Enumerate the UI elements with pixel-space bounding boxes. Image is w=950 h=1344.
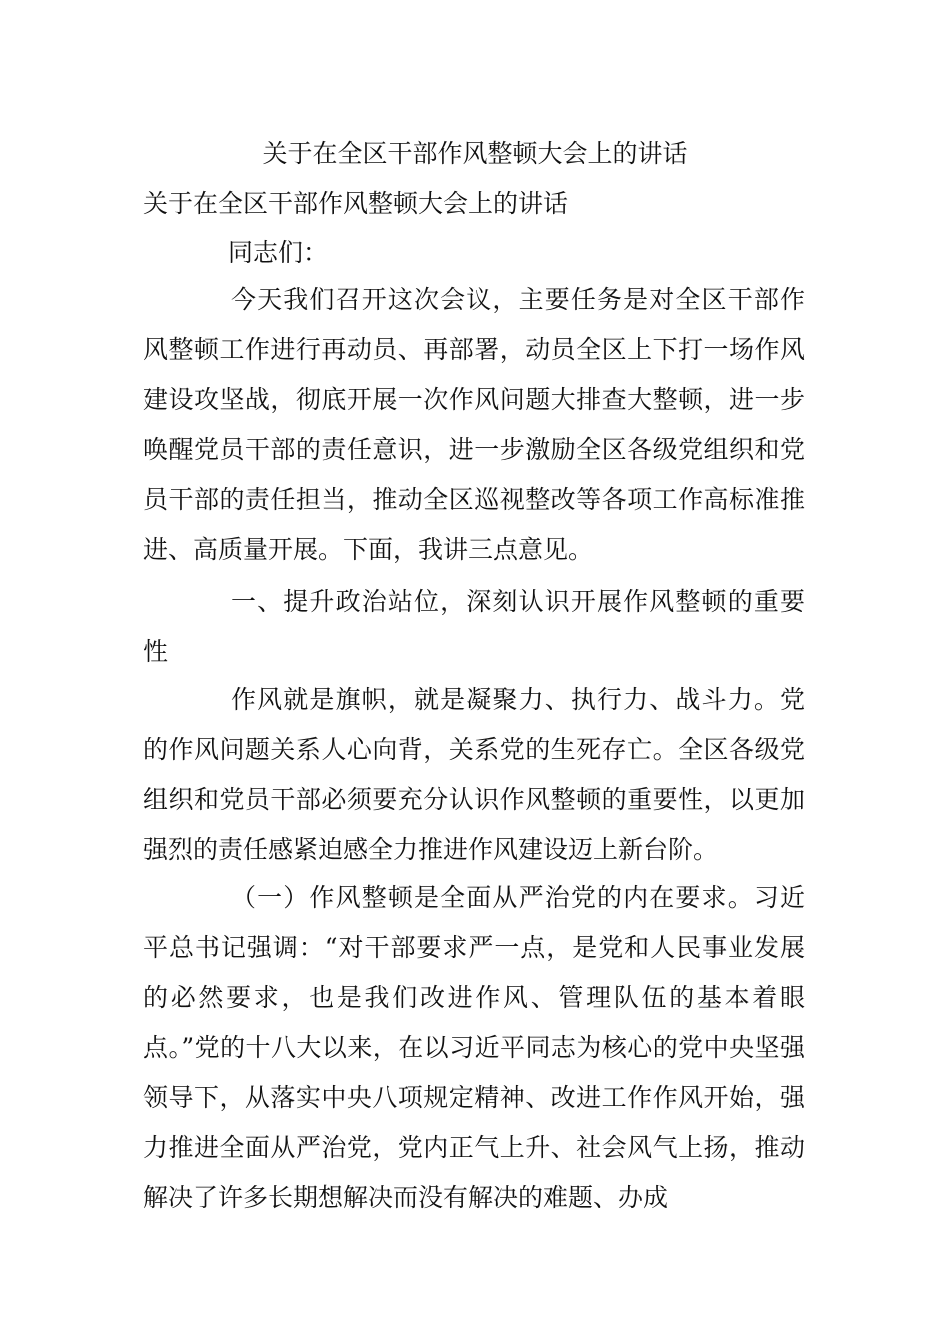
paragraph-subsection-1: （一）作风整顿是全面从严治党的内在要求。习近平总书记强调：“对干部要求严一点，是党和人民事业发展的必然要求，也是我们改进作风、管理队伍的基本着眼点。”党的十八大以来，在以习近平同志为核心的党中央坚强领导下，从落实中央八项规定精神、改进工作作风开始，强力推进全面从严治党，党内正气上升、社会风气上扬，推动解决了许多长期想解决而没有解决的难题、办成 (143, 883, 805, 1212)
paragraph-section-1: 作风就是旗帜，就是凝聚力、执行力、战斗力。党的作风问题关系人心向背，关系党的生死存亡。全区各级党组织和党员干部必须要充分认识作风整顿的重要性，以更加强烈的责任感紧迫感全力推进作风建设迈上新台阶。 (143, 685, 805, 864)
document-subtitle: 关于在全区干部作风整顿大会上的讲话 (143, 189, 569, 218)
section-heading-1: 一、提升政治站位，深刻认识开展作风整顿的重要性 (143, 587, 805, 666)
paragraph-intro: 今天我们召开这次会议，主要任务是对全区干部作风整顿工作进行再动员、再部署，动员全区上下打一场作风建设攻坚战，彻底开展一次作风问题大排查大整顿，进一步唤醒党员干部的责任意识，进一步激励全区各级党组织和党员干部的责任担当，推动全区巡视整改等各项工作高标准推进、高质量开展。下面，我讲三点意见。 (143, 285, 805, 564)
greeting: 同志们： (228, 238, 329, 267)
document-title: 关于在全区干部作风整顿大会上的讲话 (262, 139, 688, 168)
